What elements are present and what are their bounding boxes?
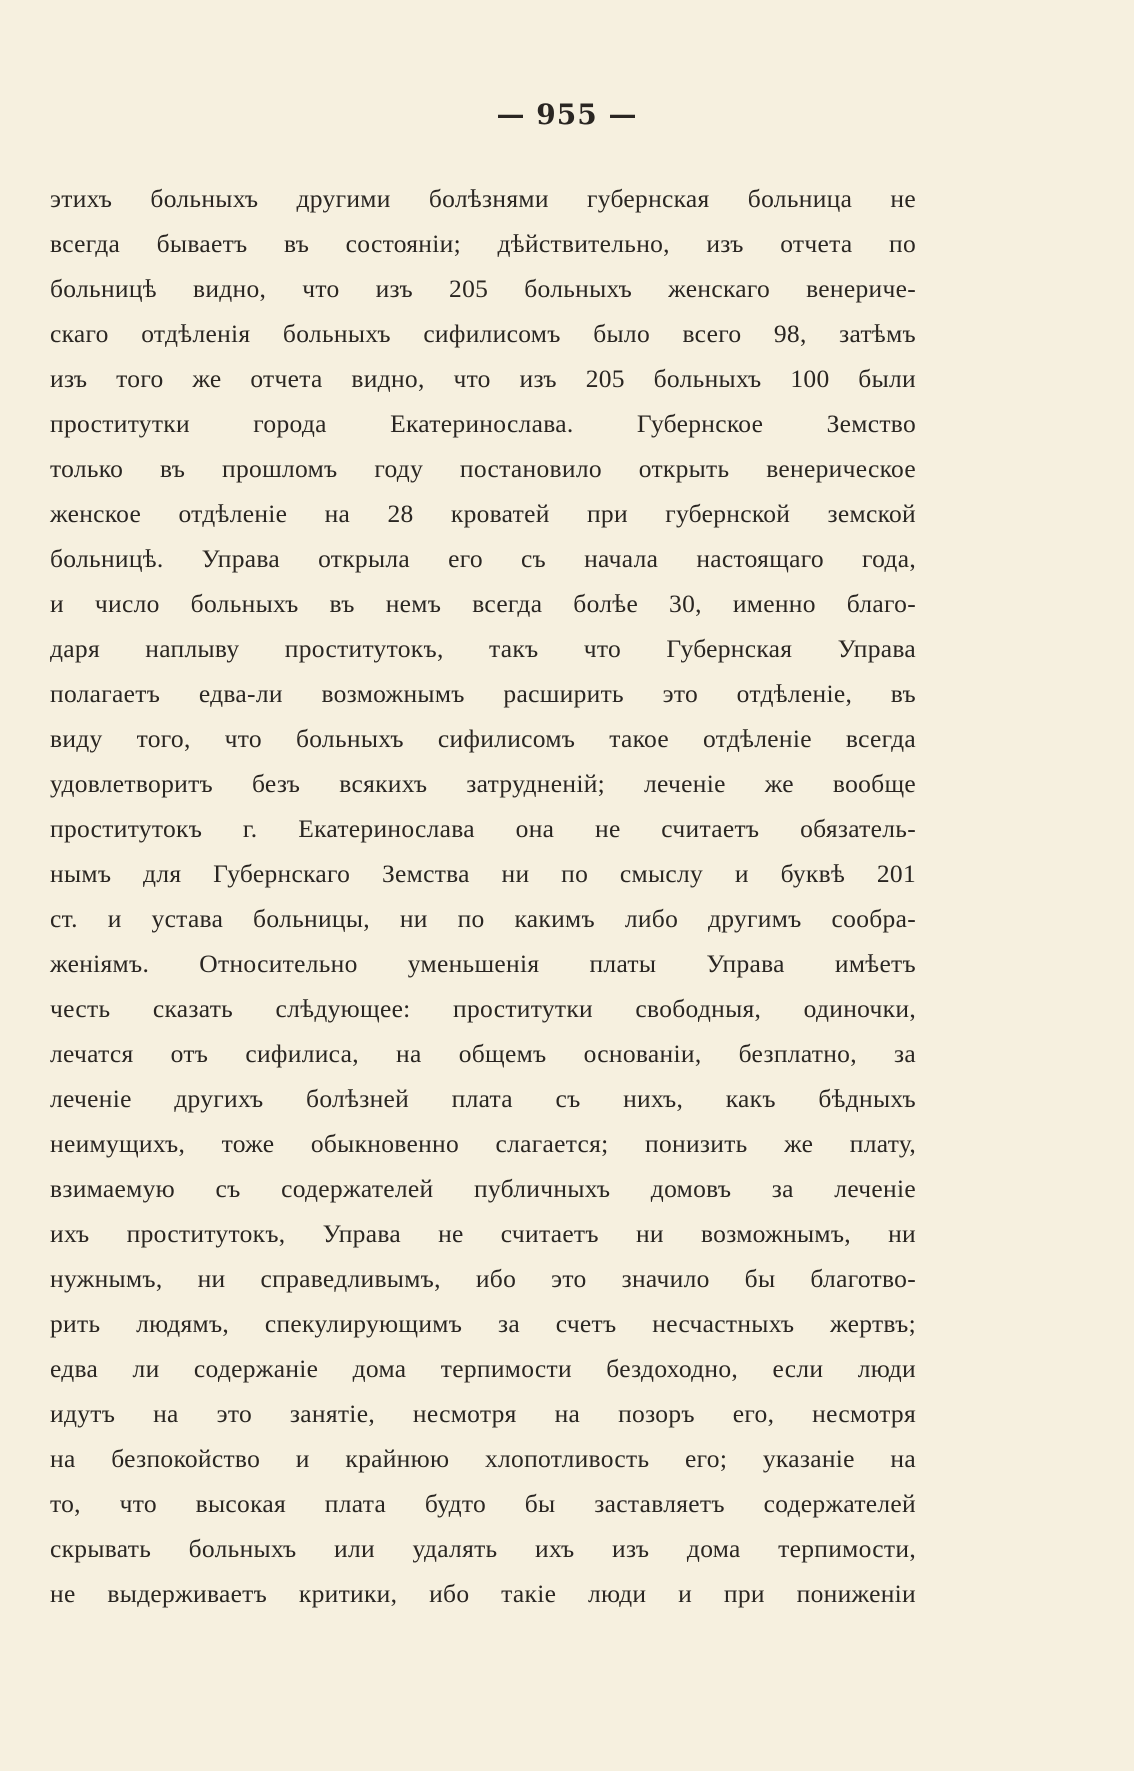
text-line: нымъ для Губернскаго Земства ни по смыслу и буквѣ 201 [50,859,916,888]
text-line: скрывать больныхъ или удалять ихъ изъ дома терпимости, [50,1534,916,1563]
text-line: изъ того же отчета видно, что изъ 205 больныхъ 100 были [50,364,916,393]
text-line: ихъ проститутокъ, Управа не считаетъ ни возможнымъ, ни [50,1219,916,1248]
page-number: — 955 — [496,98,638,131]
text-line: честь сказать слѣдующее: проститутки свободныя, одиночки, [50,994,916,1023]
body-text [50,176,916,1616]
text-line: на безпокойство и крайнюю хлопотливость его; указаніе на [50,1444,916,1473]
text-line: всегда бываетъ въ состояніи; дѣйствительно, изъ отчета по [50,229,916,258]
text-line: удовлетворитъ безъ всякихъ затрудненій; леченіе же вообще [50,769,916,798]
text-line: неимущихъ, тоже обыкновенно слагается; понизить же плату, [50,1129,916,1158]
text-line: проститутки города Екатеринослава. Губернское Земство [50,409,916,438]
text-line: виду того, что больныхъ сифилисомъ такое отдѣленіе всегда [50,724,916,753]
text-line: идутъ на это занятіе, несмотря на позоръ его, несмотря [50,1399,916,1428]
text-line: полагаетъ едва-ли возможнымъ расширить это отдѣленіе, въ [50,679,916,708]
text-line: нужнымъ, ни справедливымъ, ибо это значило бы благотво- [50,1264,916,1293]
text-line: не выдерживаетъ критики, ибо такіе люди и при пониженіи [50,1579,916,1608]
text-line: даря наплыву проститутокъ, такъ что Губернская Управа [50,634,916,663]
text-line: скаго отдѣленія больныхъ сифилисомъ было всего 98, затѣмъ [50,319,916,348]
text-line: и число больныхъ въ немъ всегда болѣе 30, именно благо- [50,589,916,618]
text-line: женское отдѣленіе на 28 кроватей при губернской земской [50,499,916,528]
text-line: женіямъ. Относительно уменьшенія платы Управа имѣетъ [50,949,916,978]
text-line: этихъ больныхъ другими болѣзнями губернская больница не [50,184,916,213]
text-line: леченіе другихъ болѣзней плата съ нихъ, какъ бѣдныхъ [50,1084,916,1113]
text-line: проститутокъ г. Екатеринослава она не считаетъ обязатель- [50,814,916,843]
text-line: ст. и устава больницы, ни по какимъ либо другимъ сообра- [50,904,916,933]
text-line: то, что высокая плата будто бы заставляетъ содержателей [50,1489,916,1518]
text-line: рить людямъ, спекулирующимъ за счетъ несчастныхъ жертвъ; [50,1309,916,1338]
text-line: больницѣ. Управа открыла его съ начала настоящаго года, [50,544,916,573]
text-line: взимаемую съ содержателей публичныхъ домовъ за леченіе [50,1174,916,1203]
text-line: едва ли содержаніе дома терпимости бездоходно, если люди [50,1354,916,1383]
text-line: лечатся отъ сифилиса, на общемъ основаніи, безплатно, за [50,1039,916,1068]
text-line: только въ прошломъ году постановило открыть венерическое [50,454,916,483]
text-line: больницѣ видно, что изъ 205 больныхъ женскаго венериче- [50,274,916,303]
